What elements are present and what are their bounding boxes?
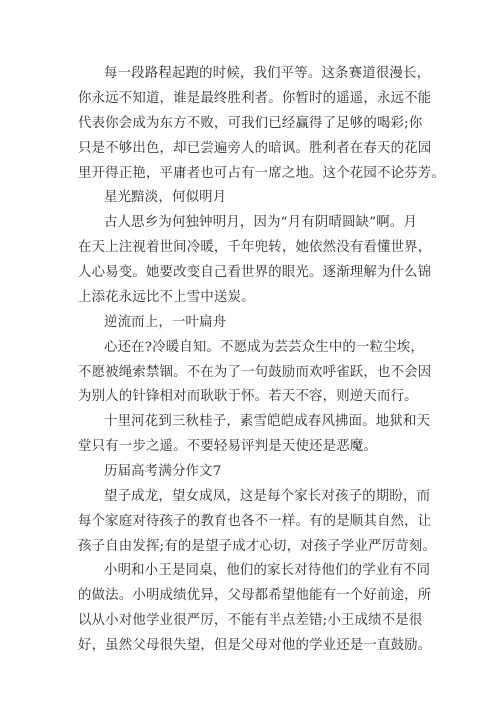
paragraph-line: 的做法。小明成绩优异，父母都希望他能有一个好前途，所 [78, 588, 432, 603]
paragraph-line: 里开得正艳，平庸者也可占有一席之地。这个花园不论芬芳。 [78, 166, 445, 181]
paragraph-line: 好，虽然父母很失望，但是父母对他的学业还是一直鼓励。 [78, 638, 432, 653]
paragraph-line: 不愿被绳索禁锢。不在为了一句鼓励而欢呼雀跃，也不会因 [78, 365, 432, 380]
paragraph-line: 只是不够出色，却已尝遍旁人的暗讽。胜利者在春天的花园 [78, 141, 432, 156]
section-heading: 星光黯淡，何似明月 [104, 190, 227, 205]
paragraph-line: 为别人的针锋相对而耿耿于怀。若天不容，则逆天而行。 [78, 389, 418, 404]
section-heading: 历届高考满分作文7 [104, 464, 222, 479]
paragraph-line: 以从小对他学业很严厉，不能有半点差错;小王成绩不是很 [78, 613, 423, 628]
paragraph-line: 堂只有一步之遥。不要轻易评判是天使还是恶魔。 [78, 439, 377, 454]
paragraph-line: 每一段路程起跑的时候，我们平等。这条赛道很漫长， [104, 66, 431, 81]
paragraph-line: 古人思乡为何独钟明月，因为“月有阴晴圆缺”啊。月 [104, 215, 418, 230]
paragraph-line: 代表你会成为东方不败，可我们已经赢得了足够的喝彩;你 [78, 116, 423, 131]
section-heading: 逆流而上，一叶扁舟 [104, 315, 227, 330]
paragraph-line: 你永远不知道，谁是最终胜利者。你暂时的遥遥，永远不能 [78, 91, 432, 106]
paragraph-line: 小明和小王是同桌，他们的家长对待他们的学业有不同 [104, 563, 431, 578]
paragraph-line: 在天上注视着世间冷暖，千年兜转，她依然没有看懂世界， [78, 240, 432, 255]
paragraph-line: 上添花永远比不上雪中送炭。 [78, 290, 255, 305]
paragraph-line: 望子成龙，望女成凤，这是每个家长对孩子的期盼，而 [104, 489, 431, 504]
paragraph-line: 人心易变。她要改变自己看世界的眼光。逐渐理解为什么锦 [78, 265, 432, 280]
paragraph-line: 十里河花到三秋桂子，素雪皑皑成春风拂面。地狱和天 [104, 414, 431, 429]
paragraph-line: 每个家庭对待孩子的教育也各不一样。有的是顺其自然，让 [78, 514, 432, 529]
paragraph-line: 孩子自由发挥;有的是望子成才心切，对孩子学业严厉苛刻。 [78, 539, 437, 554]
paragraph-line: 心还在?冷暖自知。不愿成为芸芸众生中的一粒尘埃， [104, 340, 424, 355]
